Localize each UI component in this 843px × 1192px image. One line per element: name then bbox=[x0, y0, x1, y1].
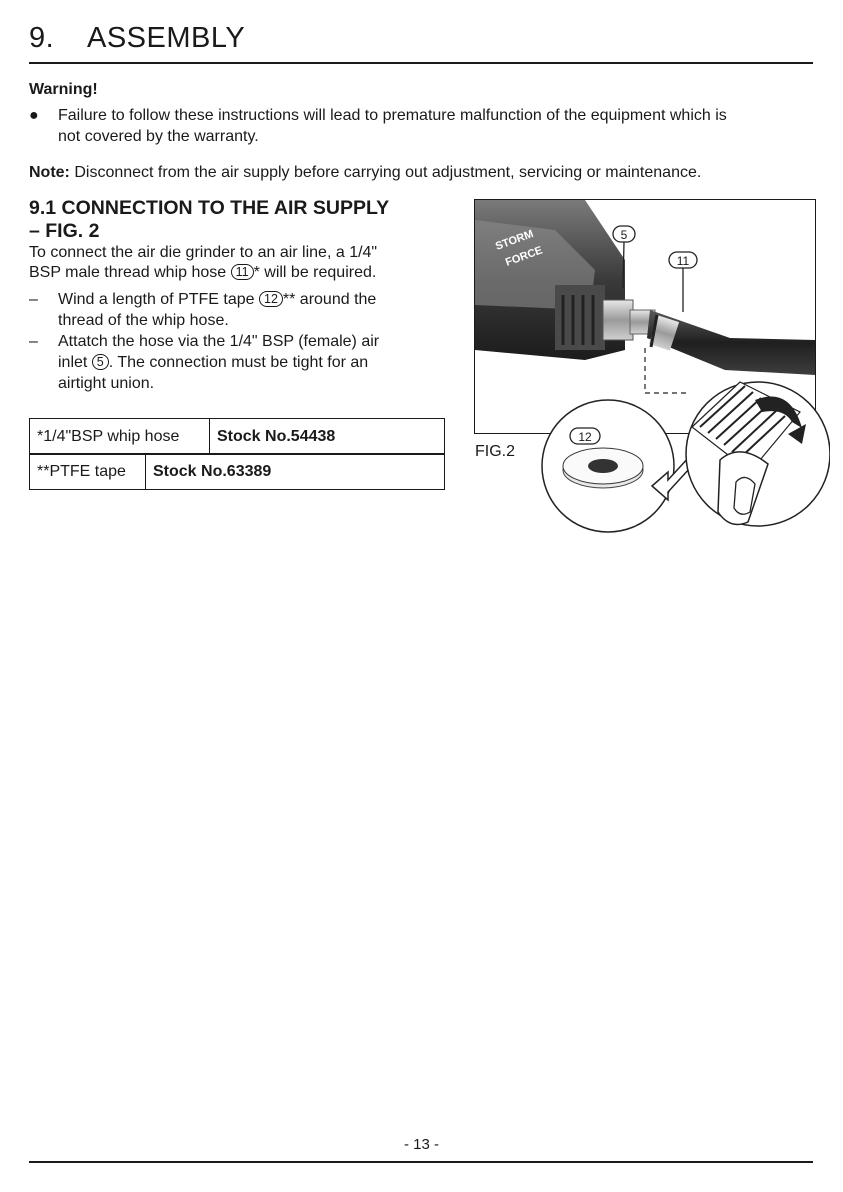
detail-circles bbox=[540, 372, 830, 552]
stock-item-tape: **PTFE tape bbox=[30, 454, 146, 490]
intro-line1: To connect the air die grinder to an air line, a 1/4" bbox=[29, 244, 378, 261]
stock-table-row2 bbox=[29, 453, 445, 490]
figure-label: FIG.2 bbox=[475, 443, 516, 460]
intro-paragraph bbox=[29, 243, 449, 283]
dash-marker: – bbox=[29, 333, 38, 350]
warning-title: Warning! bbox=[29, 81, 98, 98]
warning-text-line1: Failure to follow these instructions will lead to premature malfunction of the equipment which is bbox=[58, 107, 727, 124]
step1-text-a: Wind a length of PTFE tape bbox=[58, 291, 259, 308]
subsection-title-line1: 9.1 CONNECTION TO THE AIR SUPPLY bbox=[29, 197, 390, 219]
page-heading bbox=[29, 22, 245, 55]
callout-5: 5 bbox=[92, 354, 109, 370]
note bbox=[29, 164, 701, 182]
note-text: Disconnect from the air supply before carrying out adjustment, servicing or maintenance. bbox=[69, 164, 702, 181]
brand-storm: STORM bbox=[493, 228, 536, 253]
brand-force: FORCE bbox=[503, 244, 545, 269]
step2-text-b: inlet bbox=[58, 354, 92, 371]
step1-text-b: ** around the bbox=[282, 291, 377, 308]
table-row bbox=[30, 454, 445, 490]
step2-text-d: airtight union. bbox=[58, 375, 155, 392]
stock-number-hose: Stock No.54438 bbox=[210, 419, 445, 455]
note-label: Note: bbox=[29, 164, 70, 181]
fig-callout-5: 5 bbox=[620, 228, 628, 242]
stock-number-tape: Stock No.63389 bbox=[146, 454, 445, 490]
intro-line2b: * will be required. bbox=[253, 264, 377, 281]
page-number: - 13 - bbox=[403, 1136, 439, 1153]
step2-text-a: Attatch the hose via the 1/4" BSP (female) air bbox=[58, 333, 380, 350]
subsection-title bbox=[29, 197, 389, 243]
warning-bullet bbox=[29, 105, 819, 147]
subsection-title-line2: – FIG. 2 bbox=[29, 220, 100, 242]
stock-table bbox=[29, 418, 445, 455]
bullet-icon: ● bbox=[29, 107, 39, 124]
intro-line2a: BSP male thread whip hose bbox=[29, 264, 231, 281]
fig-callout-12: 12 bbox=[578, 430, 592, 444]
step-ptfe-text bbox=[58, 289, 453, 331]
fig-callout-11: 11 bbox=[676, 254, 690, 268]
dash-marker: – bbox=[29, 291, 38, 308]
table-row bbox=[30, 419, 445, 455]
air-inlet-fitting bbox=[603, 300, 633, 340]
step2-text-c: . The connection must be tight for an bbox=[108, 354, 369, 371]
warning-text-line2: not covered by the warranty. bbox=[58, 128, 259, 145]
section-number: 9. bbox=[29, 22, 55, 54]
bottom-rule bbox=[29, 1161, 813, 1163]
stock-item-hose: *1/4"BSP whip hose bbox=[30, 419, 210, 455]
top-rule bbox=[29, 62, 813, 64]
step-attach-text bbox=[58, 331, 453, 394]
warning-text bbox=[58, 105, 818, 147]
step1-text-c: thread of the whip hose. bbox=[58, 312, 229, 329]
section-title: ASSEMBLY bbox=[87, 22, 246, 54]
step-ptfe-tape bbox=[29, 289, 449, 331]
callout-12: 12 bbox=[259, 291, 283, 307]
step-attach-hose bbox=[29, 331, 449, 394]
callout-11: 11 bbox=[231, 264, 254, 280]
